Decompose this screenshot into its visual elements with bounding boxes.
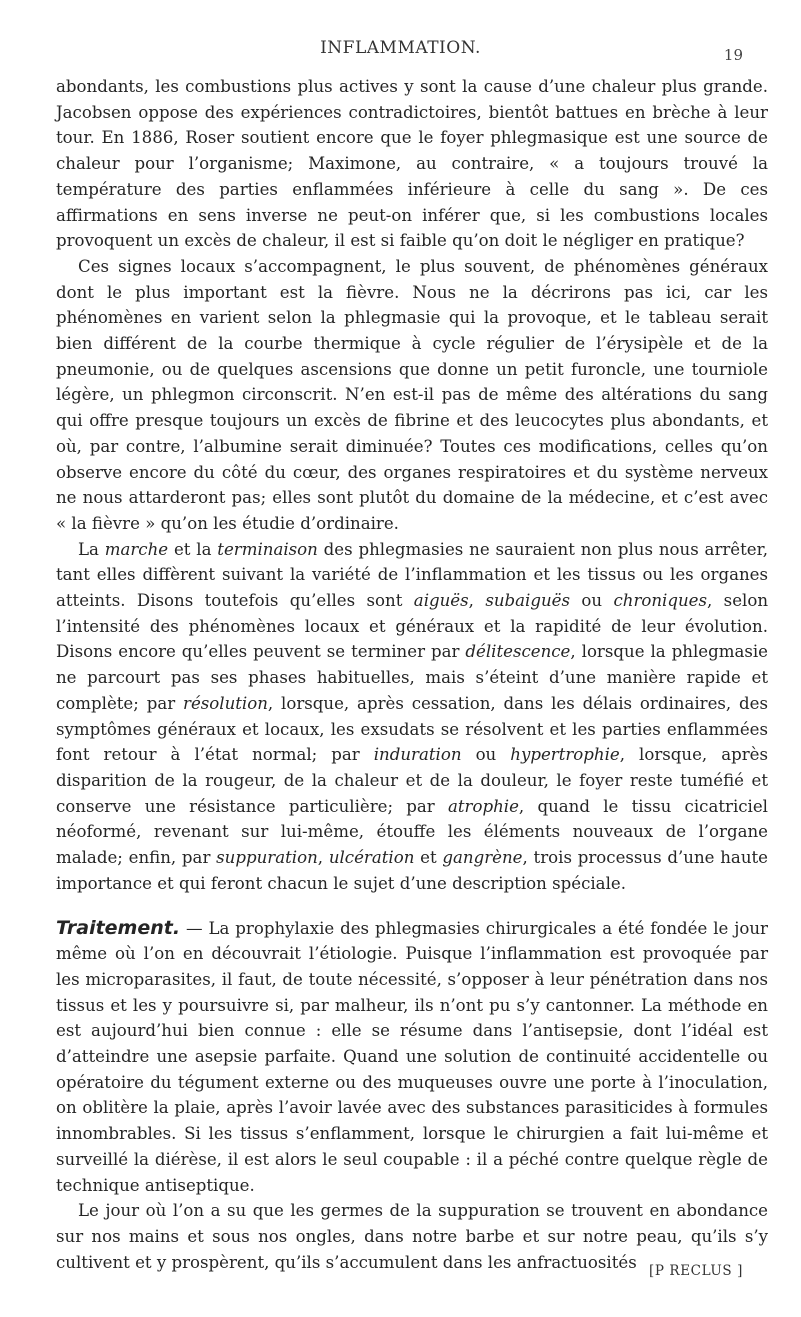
term-marche: marche bbox=[104, 539, 169, 559]
term-delitescence: délitescence bbox=[465, 642, 571, 662]
term-gangrene: gangrène bbox=[442, 848, 523, 868]
term-chroniques: chroniques bbox=[613, 591, 708, 611]
term-atrophie: atrophie bbox=[448, 796, 519, 816]
paragraph-course-termination: La marche et la terminaison des phlegmasies ne sauraient non plus nous arrêter, tant elles diffèrent suivant la variété de l’inflammation et les tissus ou les organes atteints. Disons toutefois qu’elles sont aiguës, subaiguës ou chroniques, selon l’intensité des phénomènes locaux et généraux et la rapidité de leur évolution. Disons encore qu’elles peuvent se terminer par délitescence, lorsque la phlegmasie ne parcourt pas ses phases habituelles, mais s’éteint d’une manière rapide et complète; par résolution, lorsque, après cessation, dans les délais ordinaires, des symptômes généraux et locaux, les exsudats se résolvent et les parties enflammées font retour à l’état normal; par induration ou hypertrophie, lorsque, après disparition de la rougeur, de la chaleur et de la douleur, le foyer reste tuméfié et conserve une résistance particulière; par atrophie, quand le tissu cicatriciel néoformé, revenant sur lui-même, étouffe les éléments nouveaux de l’organe malade; enfin, par suppuration, ulcération et gangrène, trois processus d’une haute importance et qui feront chacun le sujet d’une description spéciale. bbox=[56, 539, 769, 893]
term-subaigues: subaiguës bbox=[485, 591, 570, 611]
paragraph-treatment: Traitement. — La prophylaxie des phlegmasies chirurgicales a été fondée le jour même où l’on en découvrait l’étiologie. Puisque l’inflammation est provoquée par les microparasites, il faut, de toute nécessité, s’opposer à leur pénétration dans nos tissus et les y poursuivre si, par malheur, ils n’ont pu s’y cantonner. La méthode en est aujourd’hui bien connue : elle se résume dans l’antisepsie, dont l’idéal est d’atteindre une asepsie parfaite. Quand une solution de continuité accidentelle ou opératoire du tégument externe ou des muqueuses ouvre une porte à l’inoculation, on oblitère la plaie, après l’avoir lavée avec des substances parasiticides à formules innombrables. Si les tissus s’enflamment, lorsque le chirurgien a fait lui-même et surveillé la diérèse, il est alors le seul coupable : il a péché contre quelque règle de technique antiseptique. bbox=[56, 916, 768, 1195]
term-hypertrophie: hypertrophie bbox=[510, 745, 620, 765]
paragraph-germs: Le jour où l’on a su que les germes de la suppuration se trouvent en abondance sur nos mains et sous nos ongles, dans notre barbe et sur notre peau, qu’ils s’y cultivent et y prospèrent, qu’ils s’accumulent dans les anfractuosités bbox=[56, 1201, 768, 1272]
term-aigues: aiguës bbox=[413, 591, 469, 611]
term-induration: induration bbox=[373, 745, 462, 765]
signature-mark: [P RECLUS ] bbox=[648, 1263, 743, 1279]
term-resolution: résolution bbox=[183, 693, 268, 713]
term-suppuration: suppuration bbox=[216, 848, 318, 868]
term-terminaison: terminaison bbox=[217, 539, 318, 559]
section-heading-traitement: Traitement. bbox=[56, 916, 181, 939]
body-text bbox=[56, 74, 768, 1275]
term-ulceration: ulcération bbox=[328, 848, 415, 868]
running-title: INFLAMMATION. bbox=[320, 38, 481, 58]
paragraph-general-signs: Ces signes locaux s’accompagnent, le plus souvent, de phénomènes généraux dont le plus important est la fièvre. Nous ne la décrirons pas ici, car les phénomènes en varient selon la phlegmasie qui la provoque, et le tableau serait bien différent de la courbe thermique à cycle régulier de l’érysipèle et de la pneumonie, ou de quelques ascensions que donne un petit furoncle, une tourniole légère, un phlegmon circonscrit. N’en est-il pas de même des altérations du sang qui offre presque toujours un excès de fibrine et des leucocytes plus abondants, et où, par contre, l’albumine serait diminuée? Toutes ces modifications, celles qu’on observe encore du côté du cœur, des organes respiratoires et du système nerveux ne nous attarderont pas; elles sont plutôt du domaine de la médecine, et c’est avec « la fièvre » qu’on les étudie d’ordinaire. bbox=[56, 256, 768, 533]
page-number: 19 bbox=[723, 46, 743, 64]
paragraph-combustions: abondants, les combustions plus actives y sont la cause d’une chaleur plus grande. Jacobsen oppose des expériences contradictoires, bientôt battues en brèche à leur tour. En 1886, Roser soutient encore que le foyer phlegmasique est une source de chaleur pour l’organisme; Maximone, au contraire, « a toujours trouvé la température des parties enflammées inférieure à celle du sang ». De ces affirmations en sens inverse ne peut-on inférer que, si les combustions locales provoquent un excès de chaleur, il est si faible qu’on doit le négliger en pratique? bbox=[56, 77, 768, 251]
